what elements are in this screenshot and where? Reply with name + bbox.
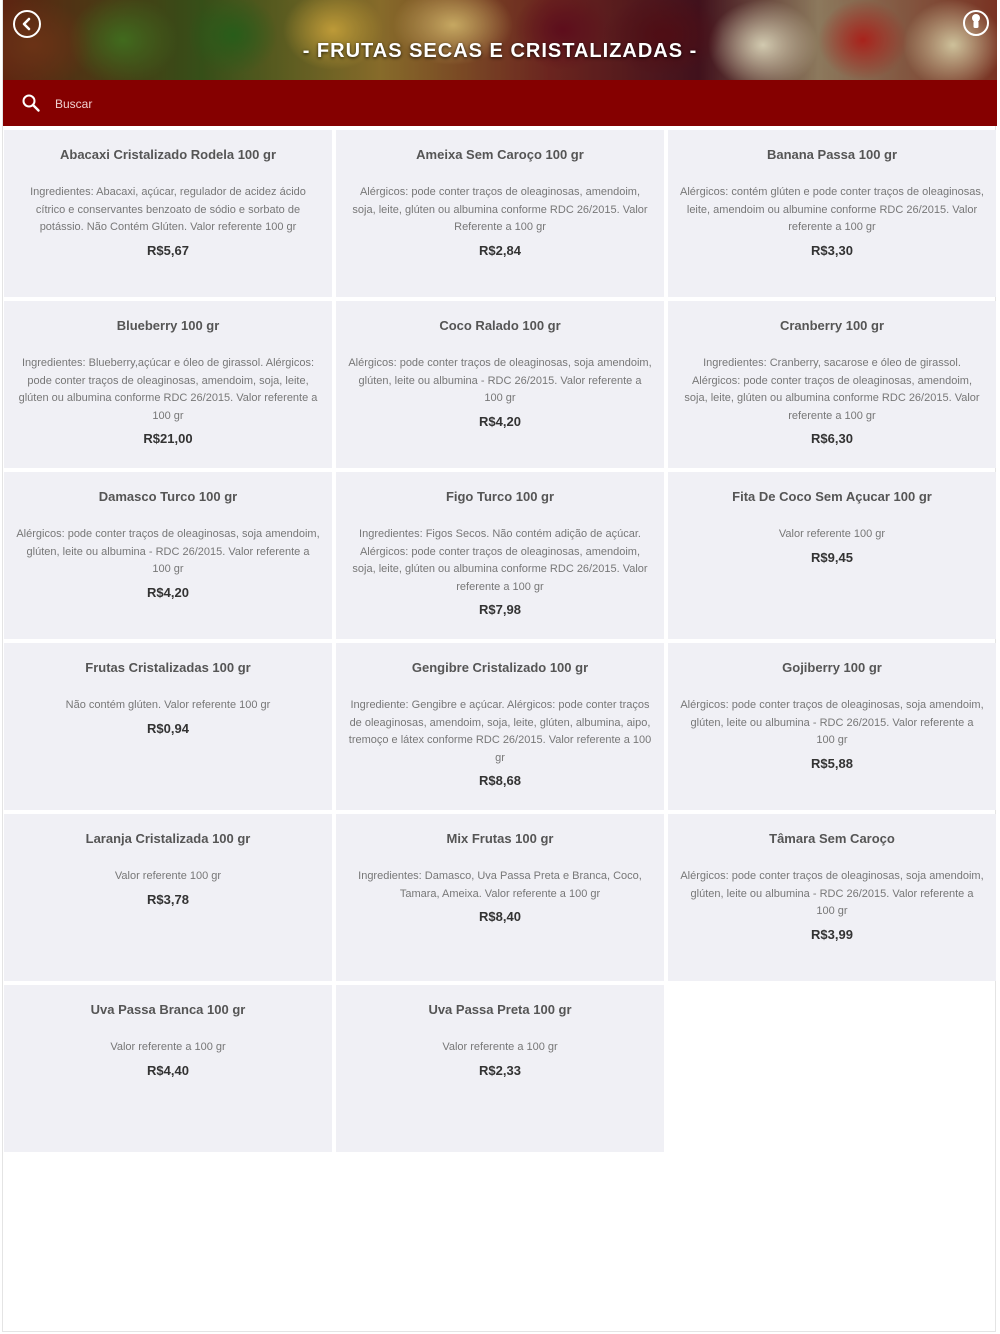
product-description: Não contém glúten. Valor referente 100 gr	[65, 699, 271, 711]
product-price: R$3,30	[811, 242, 853, 258]
product-description: Alérgicos: pode conter traços de oleaginosas, soja amendoim, glúten, leite ou albumina - RDC 26/2015. Valor referente a 100 gr	[348, 357, 652, 404]
product-price: R$8,68	[479, 773, 521, 788]
product-price: R$3,99	[811, 926, 853, 942]
product-name: Tâmara Sem Caroço	[769, 831, 895, 846]
product-price: R$5,88	[811, 755, 853, 771]
product-price: R$5,67	[147, 242, 189, 258]
product-description: Alérgicos: pode conter traços de oleaginosas, soja amendoim, glúten, leite ou albumina - RDC 26/2015. Valor referente a 100 gr	[680, 870, 984, 917]
product-card[interactable]	[336, 985, 664, 1152]
product-description: Valor referente 100 gr	[114, 870, 222, 882]
product-description: Ingredientes: Blueberry,açúcar e óleo de girassol. Alérgicos: pode conter traços de oleaginosas, amendoim, soja, leite, glúten ou albumina conforme RDC 26/2015. Valor referente a 100 gr	[18, 357, 318, 422]
product-card[interactable]	[668, 814, 996, 981]
product-price: R$9,45	[811, 549, 853, 565]
product-price: R$7,98	[479, 602, 521, 617]
product-description: Alérgicos: contém glúten e pode conter traços de oleaginosas, leite, amendoim ou albumine conforme RDC 26/2015. Valor referente a 100 gr	[680, 186, 984, 233]
product-name: Figo Turco 100 gr	[445, 489, 555, 504]
search-icon[interactable]	[21, 93, 41, 113]
product-description: Valor referente a 100 gr	[442, 1041, 558, 1053]
product-card[interactable]	[336, 643, 664, 810]
product-price: R$4,40	[147, 1062, 189, 1078]
user-account-button[interactable]	[963, 10, 989, 36]
search-input[interactable]	[53, 90, 957, 118]
product-card[interactable]	[336, 472, 664, 639]
product-card[interactable]	[668, 472, 996, 639]
product-grid	[4, 130, 996, 1152]
product-price: R$2,33	[479, 1062, 521, 1078]
product-description: Alérgicos: pode conter traços de oleaginosas, soja amendoim, glúten, leite ou albumina - RDC 26/2015. Valor referente a 100 gr	[680, 699, 984, 746]
product-name: Gojiberry 100 gr	[782, 660, 882, 675]
product-name: Mix Frutas 100 gr	[446, 831, 554, 846]
product-card[interactable]	[668, 643, 996, 810]
product-price: R$4,20	[147, 584, 189, 600]
product-description: Ingredientes: Cranberry, sacarose e óleo de girassol. Alérgicos: pode conter traços de oleaginosas, amendoim, soja, leite, glúten ou albumina conforme RDC 26/2015. Valor referente a 100 gr	[684, 357, 980, 422]
product-price: R$4,20	[479, 413, 521, 429]
product-price: R$6,30	[811, 431, 853, 446]
app-frame	[2, 0, 996, 1332]
product-description: Ingredientes: Damasco, Uva Passa Preta e Branca, Coco, Tamara, Ameixa. Valor referente a 100 gr	[358, 870, 642, 900]
product-price: R$3,78	[147, 891, 189, 907]
page-title: - FRUTAS SECAS E CRISTALIZADAS -	[302, 40, 698, 62]
product-description: Alérgicos: pode conter traços de oleaginosas, amendoim, soja, leite, glúten ou albumina conforme RDC 26/2015. Valor Referente a 100 gr	[352, 186, 648, 233]
product-name: Coco Ralado 100 gr	[439, 318, 561, 333]
product-card[interactable]	[4, 985, 332, 1152]
product-name: Frutas Cristalizadas 100 gr	[85, 660, 251, 675]
product-description: Ingredientes: Abacaxi, açúcar, regulador de acidez ácido cítrico e conservantes benzoato de sódio e sorbato de potássio. Não Contém Glúten. Valor referente 100 gr	[30, 186, 306, 233]
product-card[interactable]	[4, 130, 332, 297]
product-description: Ingrediente: Gengibre e açúcar. Alérgicos: pode conter traços de oleaginosas, amendoim, soja, leite, glúten, albumina, aipo, tremoço e látex conforme RDC 26/2015. Valor referente a 100 gr	[348, 699, 652, 764]
product-card[interactable]	[4, 643, 332, 810]
product-price: R$8,40	[479, 909, 521, 924]
product-description: Ingredientes: Figos Secos. Não contém adição de açúcar. Alérgicos: pode conter traços de oleaginosas, amendoim, soja, leite, glúten ou albumina conforme RDC 26/2015. Valor referente a 100 gr	[352, 528, 648, 593]
product-name: Uva Passa Branca 100 gr	[90, 1002, 246, 1017]
product-price: R$0,94	[147, 720, 189, 736]
product-card[interactable]	[336, 301, 664, 468]
product-card[interactable]	[336, 814, 664, 981]
back-button[interactable]	[13, 10, 41, 38]
product-name: Banana Passa 100 gr	[766, 147, 898, 162]
user-icon	[969, 13, 983, 34]
product-name: Uva Passa Preta 100 gr	[428, 1002, 572, 1017]
product-description: Alérgicos: pode conter traços de oleaginosas, soja amendoim, glúten, leite ou albumina - RDC 26/2015. Valor referente a 100 gr	[16, 528, 320, 575]
product-price: R$2,84	[479, 242, 521, 258]
product-card[interactable]	[4, 301, 332, 468]
product-name: Damasco Turco 100 gr	[98, 489, 238, 504]
chevron-left-icon	[20, 17, 34, 31]
header-banner	[3, 0, 997, 80]
product-card[interactable]	[4, 814, 332, 981]
search-bar	[3, 80, 997, 126]
product-name: Abacaxi Cristalizado Rodela 100 gr	[59, 147, 277, 162]
product-description: Valor referente 100 gr	[778, 528, 886, 540]
product-name: Cranberry 100 gr	[779, 318, 885, 333]
product-name: Gengibre Cristalizado 100 gr	[411, 660, 589, 675]
product-price: R$21,00	[143, 431, 193, 446]
product-name: Blueberry 100 gr	[116, 318, 220, 333]
product-name: Laranja Cristalizada 100 gr	[85, 831, 251, 846]
product-name: Fita De Coco Sem Açucar 100 gr	[732, 489, 932, 504]
product-description: Valor referente a 100 gr	[110, 1041, 226, 1053]
product-card[interactable]	[336, 130, 664, 297]
product-card[interactable]	[4, 472, 332, 639]
product-name: Ameixa Sem Caroço 100 gr	[416, 147, 584, 162]
product-card[interactable]	[668, 130, 996, 297]
product-card[interactable]	[668, 301, 996, 468]
